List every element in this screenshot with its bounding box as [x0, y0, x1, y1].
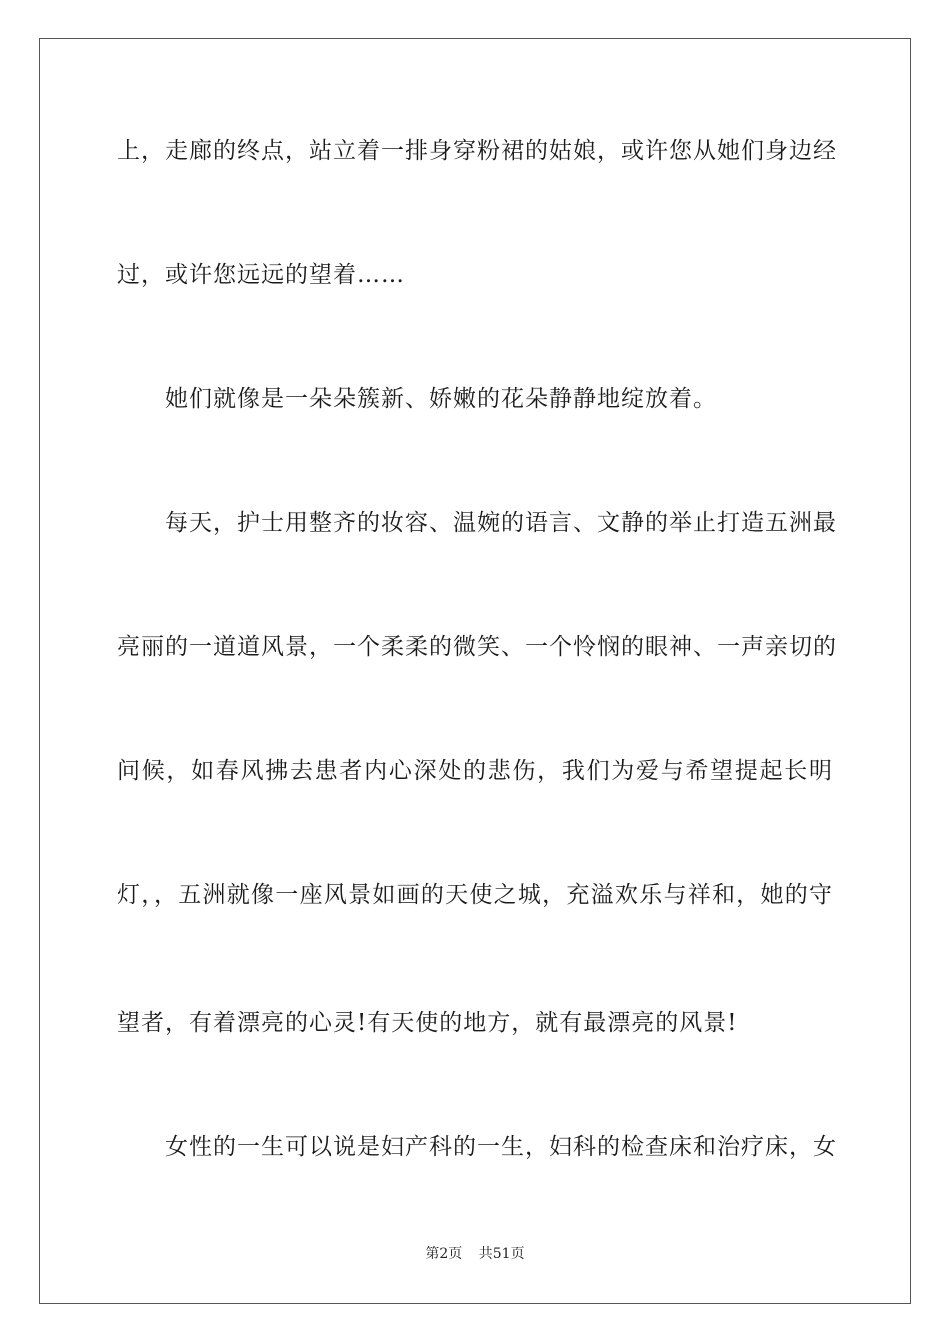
page-total: 共51页 — [478, 1246, 525, 1262]
page-border — [39, 38, 911, 1304]
page-footer — [0, 1245, 950, 1263]
body-text-line: 每天，护士用整齐的妆容、温婉的语言、文静的举止打造五洲最 — [165, 510, 837, 536]
body-text-line: 问候，如春风拂去患者内心深处的悲伤，我们为爱与希望提起长明 — [117, 758, 833, 784]
body-text-line: 女性的一生可以说是妇产科的一生，妇科的检查床和治疗床，女 — [165, 1134, 837, 1160]
body-text-line: 上，走廊的终点，站立着一排身穿粉裙的姑娘，或许您从她们身边经 — [117, 138, 837, 164]
body-text-line: 灯，，五洲就像一座风景如画的天使之城，充溢欢乐与祥和，她的守 — [117, 882, 833, 908]
page-number: 第2页 — [425, 1246, 463, 1262]
body-text-line: 她们就像是一朵朵簇新、娇嫩的花朵静静地绽放着。 — [165, 386, 717, 412]
body-text-line: 亮丽的一道道风景，一个柔柔的微笑、一个怜悯的眼神、一声亲切的 — [117, 634, 837, 660]
body-text-line: 过，或许您远远的望着…… — [117, 262, 405, 288]
body-text-line: 望者，有着漂亮的心灵!有天使的地方，就有最漂亮的风景! — [117, 1010, 738, 1036]
